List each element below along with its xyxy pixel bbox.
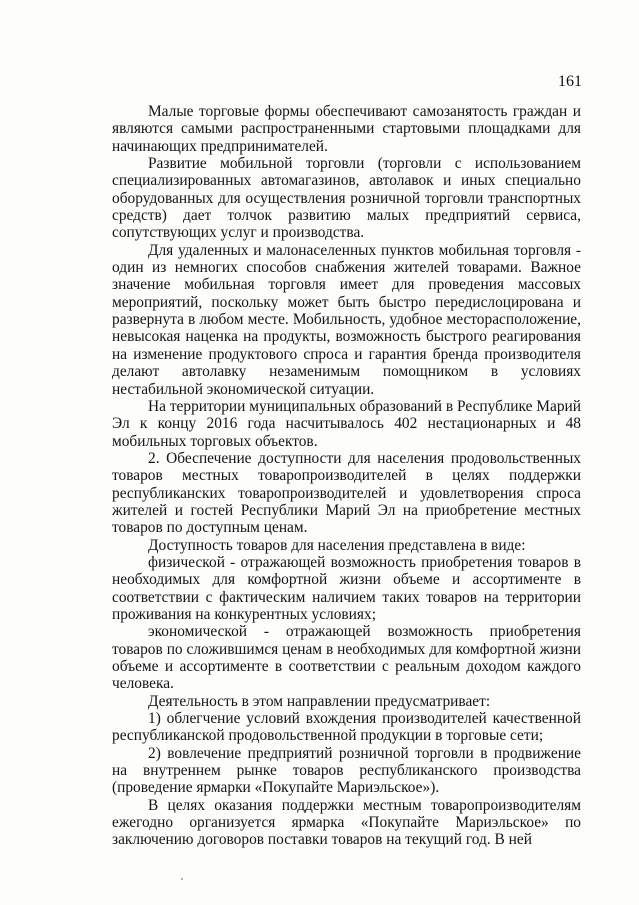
paragraph-section-2-heading: 2. Обеспечение доступности для населения продовольственных товаров местных товаропроизводителей в целях поддержки республиканских товаропроизводителей и удовлетворения спроса жителей и гостей Республики Марий Эл на приобретение местных товаров по доступным ценам.	[112, 449, 581, 537]
paragraph-availability-intro: Доступность товаров для населения представлена в виде:	[148, 536, 526, 554]
page-number: 161	[558, 73, 582, 90]
document-body	[112, 103, 581, 849]
paragraph-economic-availability: экономической - отражающей возможность приобретения товаров по сложившимся ценам в необходимых для комфортной жизни объеме и ассортименте в соответствии с реальным доходом каждого человека.	[112, 623, 581, 693]
paragraph-activities-intro: Деятельность в этом направлении предусматривает:	[148, 692, 491, 710]
list-item-1: 1) облегчение условий вхождения производителей качественной республиканской продовольственной продукции в торговые сети;	[112, 710, 581, 745]
list-item-2: 2) вовлечение предприятий розничной торговли в продвижение на внутреннем рынке товаров республиканского производства (проведение ярмарки «Покупайте Мариэльское»).	[112, 744, 581, 797]
paragraph-small-retail-forms: Малые торговые формы обеспечивают самозанятость граждан и являются самыми распространенными стартовыми площадками для начинающих предпринимателей.	[112, 103, 581, 155]
paragraph-fair-support: В целях оказания поддержки местным товаропроизводителям ежегодно организуется ярмарка «Покупайте Мариэльское» по заключению договоров поставки товаров на текущий год. В ней	[112, 796, 581, 849]
paragraph-trade-objects-count: На территории муниципальных образований в Республике Марий Эл к концу 2016 года насчитывалось 402 нестационарных и 48 мобильных торговых объектов.	[112, 397, 581, 450]
paragraph-remote-settlements: Для удаленных и малонаселенных пунктов мобильная торговля - один из немногих способов снабжения жителей товарами. Важное значение мобильная торговля имеет для проведения массовых мероприятий, поскольку может быть быстро передислоцирована и развернута в любом месте. Мобильность, удобное месторасположение, невысокая наценка на продукты, возможность быстрого реагирования на изменение продуктового спроса и гарантия бренда производителя делают автолавку незаменимым помощником в условиях нестабильной экономической ситуации.	[112, 241, 581, 398]
scan-speck	[181, 878, 183, 880]
paragraph-mobile-trade-development: Развитие мобильной торговли (торговли с использованием специализированных автомагазинов, автолавок и иных специально оборудованных для осуществления розничной торговли транспортных средств) дает толчок развитию малых предприятий сервиса, сопутствующих услуг и производства.	[112, 155, 581, 242]
paragraph-physical-availability: физической - отражающей возможность приобретения товаров в необходимых для комфортной жизни объеме и ассортименте в соответствии с фактическим наличием таких товаров на территории проживания на конкурентных условиях;	[112, 553, 581, 623]
